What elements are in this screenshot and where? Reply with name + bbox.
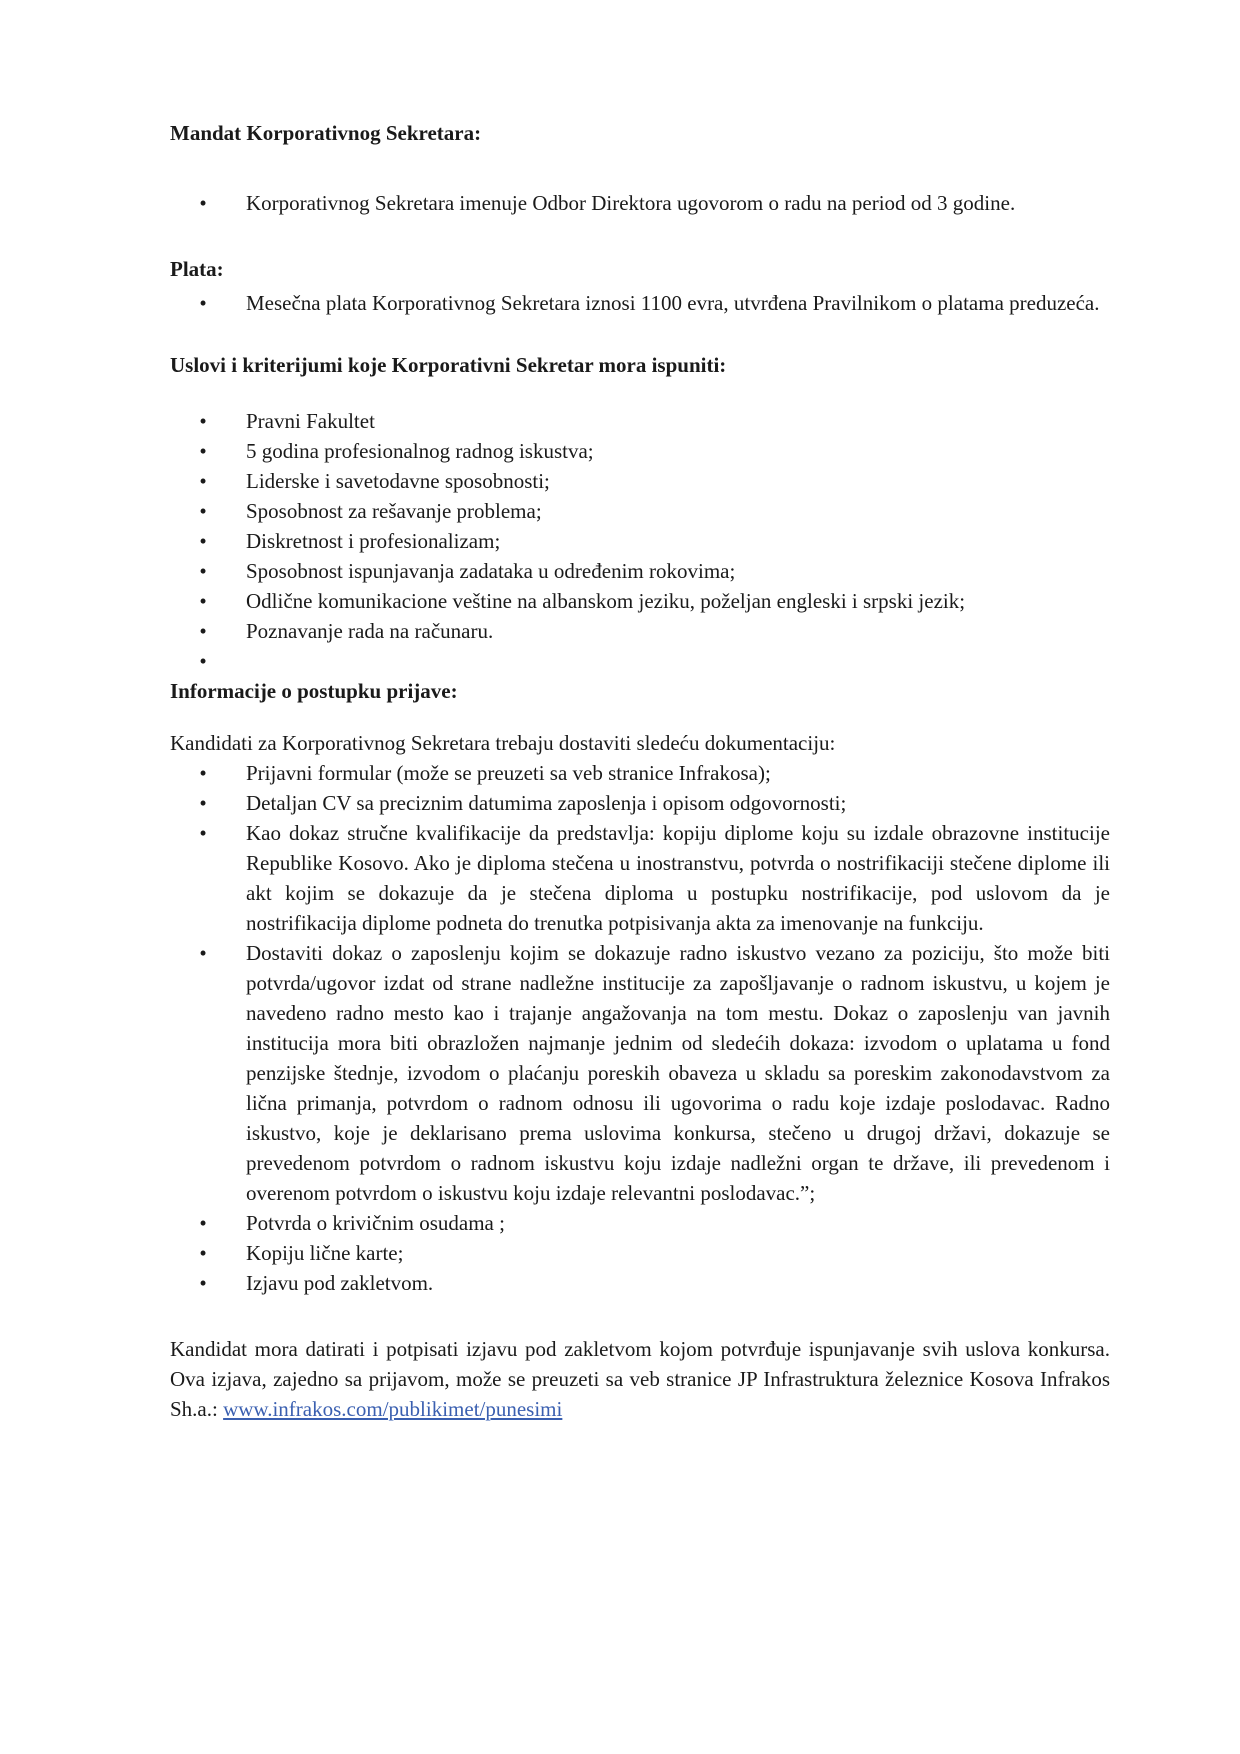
bullet-icon: • [199,409,207,433]
bullet-icon: • [199,589,207,613]
section-heading-mandate: Mandat Korporativnog Sekretara: [170,121,482,145]
mandate-list [170,188,1110,218]
bullet-icon: • [199,791,207,815]
list-item: • Kopiju lične karte; [246,1238,1110,1268]
bullet-icon: • [199,469,207,493]
list-item: • Pravni Fakultet [246,406,1110,436]
bullet-icon: • [199,619,207,643]
infrakos-link[interactable]: www.infrakos.com/publikimet/punesimi [223,1397,563,1421]
salary-list [170,288,1110,318]
closing-paragraph [170,1334,1110,1424]
list-item: • Izjavu pod zakletvom. [246,1268,1110,1298]
list-item: • Prijavni formular (može se preuzeti sa veb stranice Infrakosa); [246,758,1110,788]
bullet-icon: • [199,499,207,523]
list-item: • Odlične komunikacione veštine na albanskom jeziku, poželjan engleski i srpski jezik; [246,586,1110,616]
list-item: • Sposobnost za rešavanje problema; [246,496,1110,526]
list-item: • Sposobnost ispunjavanja zadataka u određenim rokovima; [246,556,1110,586]
bullet-icon: • [199,821,207,845]
requirements-list [170,406,1110,676]
list-item: • 5 godina profesionalnog radnog iskustva; [246,436,1110,466]
list-item: • Mesečna plata Korporativnog Sekretara iznosi 1100 evra, utvrđena Pravilnikom o platama preduzeća. [246,288,1110,318]
bullet-icon: • [199,529,207,553]
bullet-icon: • [199,559,207,583]
bullet-icon: • [199,1241,207,1265]
section-heading-application: Informacije o postupku prijave: [170,679,458,703]
section-heading-salary: Plata: [170,257,224,281]
list-item: • Potvrda o krivičnim osudama ; [246,1208,1110,1238]
list-item: • Diskretnost i profesionalizam; [246,526,1110,556]
list-item: • Detaljan CV sa preciznim datumima zaposlenja i opisom odgovornosti; [246,788,1110,818]
list-item: • Dostaviti dokaz o zaposlenju kojim se dokazuje radno iskustvo vezano za poziciju, što može biti potvrda/ugovor izdat od strane nadležne institucije za zapošljavanje o radnom iskustvu, u kojem je navedeno radno mesto kao i trajanje angažovanja na tom mestu. Dokaz o zaposlenju van javnih institucija mora biti obrazložen najmanje jednim od sledećih dokaza: izvodom o uplatama u fond penzijske štednje, izvodom o plaćanju poreskih obaveza u skladu sa poreskim zakonodavstvom za lična primanja, potvrdom o radnom odnosu ili ugovorima o radu koje izdaje poslodavac. Radno iskustvo, koje je deklarisano prema uslovima konkursa, stečeno u drugoj državi, dokazuje se prevedenom potvrdom o radnom iskustvu koju izdaje nadležni organ te države, ili prevedenom i overenom potvrdom o iskustvu koju izdaje relevantni poslodavac.”; [246,938,1110,1208]
list-item: • Poznavanje rada na računaru. [246,616,1110,646]
bullet-icon: • [199,291,207,315]
application-intro: Kandidati za Korporativnog Sekretara trebaju dostaviti sledeću dokumentaciju: [170,731,836,755]
documents-list [170,758,1110,1298]
bullet-icon: • [199,941,207,965]
list-item: • Korporativnog Sekretara imenuje Odbor Direktora ugovorom o radu na period od 3 godine. [246,188,1110,218]
document-body [170,118,1110,1424]
bullet-icon: • [199,439,207,463]
closing-text: Kandidat mora datirati i potpisati izjavu pod zakletvom kojom potvrđuje ispunjavanje svih uslova konkursa. Ova izjava, zajedno sa prijavom, može se preuzeti sa veb stranice JP Infrastruktura železnice Kosova Infrakos Sh.a.: [170,1337,1110,1421]
section-heading-requirements: Uslovi i kriterijumi koje Korporativni Sekretar mora ispuniti: [170,353,727,377]
bullet-icon: • [199,761,207,785]
list-item: • Liderske i savetodavne sposobnosti; [246,466,1110,496]
bullet-icon: • [199,649,207,673]
list-item: • Kao dokaz stručne kvalifikacije da predstavlja: kopiju diplome koju su izdale obrazovne institucije Republike Kosovo. Ako je diploma stečena u inostranstvu, potvrda o nostrifikaciji stečene diplome ili akt kojim se dokazuje da je stečena diploma u postupku nostrifikacije, pod uslovom da je nostrifikacija diplome podneta do trenutka potpisivanja akta za imenovanje na funkciju. [246,818,1110,938]
bullet-icon: • [199,191,207,215]
list-item-empty [199,646,1110,676]
bullet-icon: • [199,1271,207,1295]
bullet-icon: • [199,1211,207,1235]
